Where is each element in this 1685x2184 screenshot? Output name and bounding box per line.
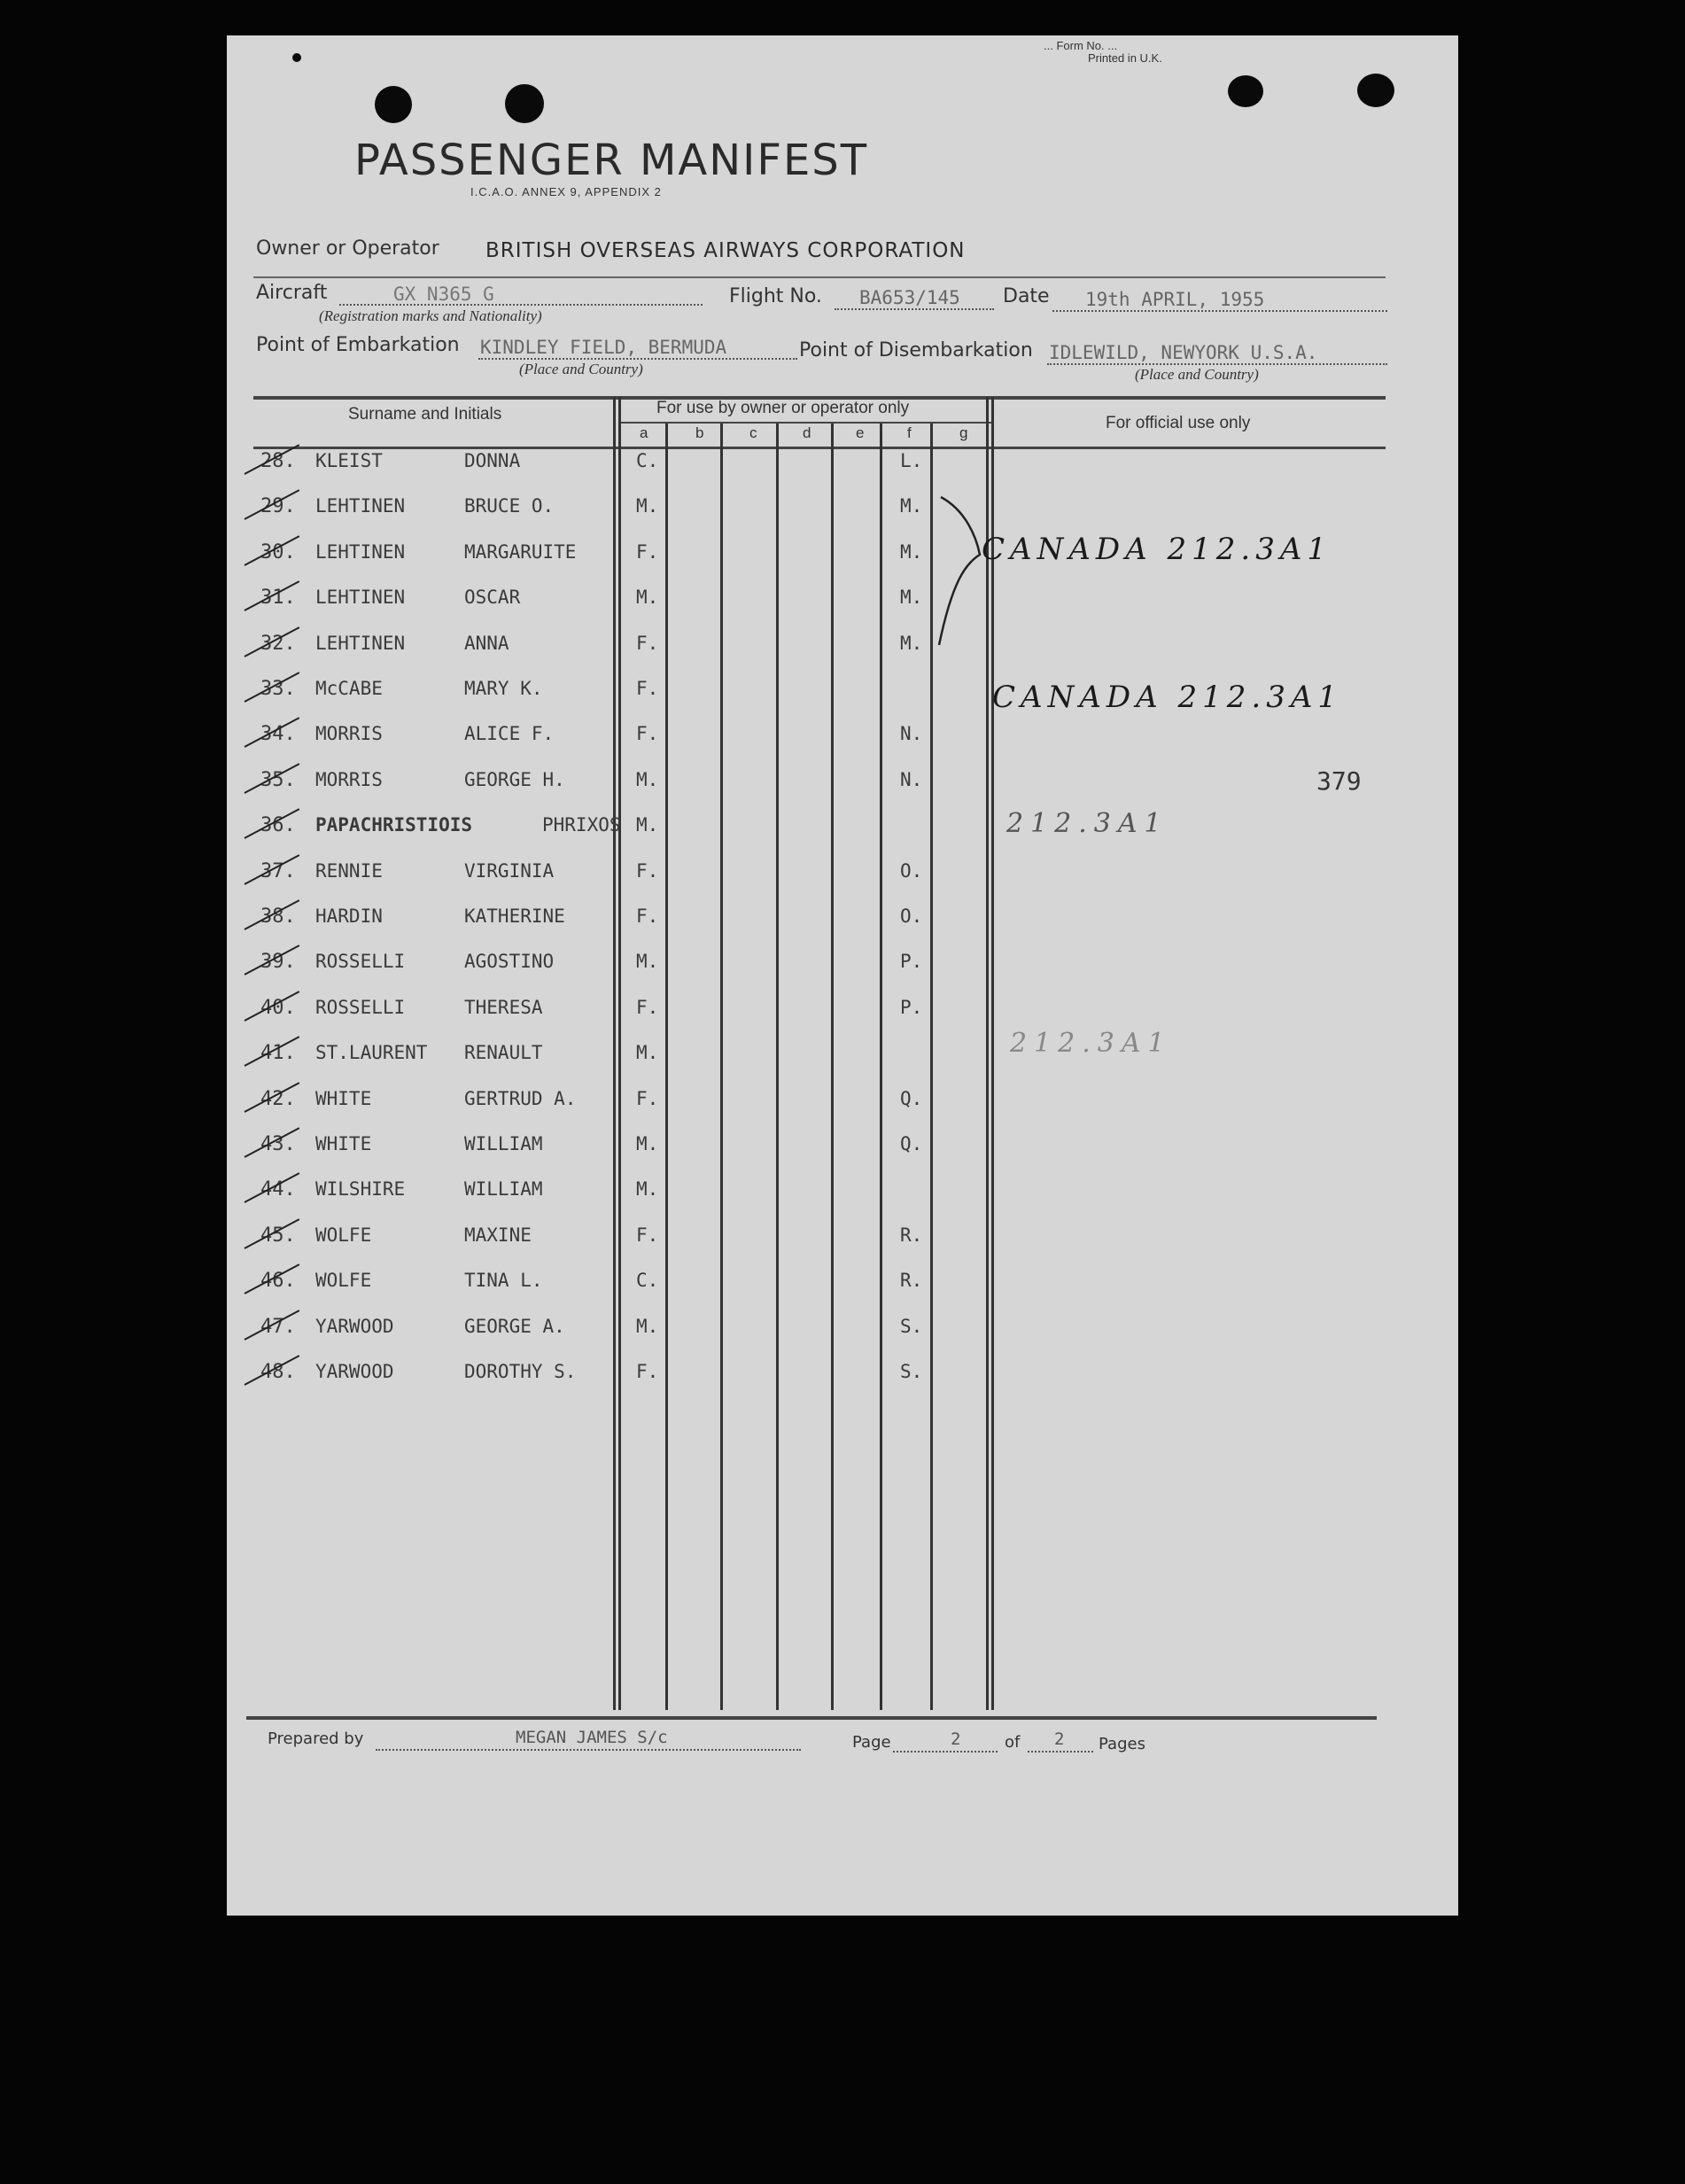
col-divider [986, 397, 989, 1710]
passenger-given-name: GEORGE A. [464, 1316, 565, 1337]
column-f-value: N. [900, 769, 923, 790]
passenger-surname: WHITE [315, 1088, 372, 1109]
passenger-given-name: GERTRUD A. [464, 1088, 577, 1109]
embark-caption: (Place and Country) [519, 361, 643, 377]
row-number: 44. [260, 1178, 296, 1201]
flight-value: BA653/145 [859, 287, 960, 308]
disembark-value: IDLEWILD, NEWYORK U.S.A. [1049, 342, 1318, 363]
column-f-value: M. [900, 633, 923, 654]
column-a-value: M. [636, 1042, 659, 1063]
punch-hole [375, 86, 412, 123]
punch-hole [505, 84, 544, 123]
column-a-value: M. [636, 1178, 659, 1200]
passenger-surname: HARDIN [315, 905, 383, 927]
row-number: 34. [260, 723, 296, 745]
column-letter-d: d [803, 424, 811, 441]
page-subtitle: I.C.A.O. ANNEX 9, APPENDIX 2 [470, 185, 662, 198]
passenger-given-name: MAXINE [464, 1224, 532, 1246]
header-bottom-rule [253, 447, 1386, 449]
bracket-mark [930, 493, 983, 652]
row-number: 43. [260, 1133, 296, 1155]
column-a-value: F. [636, 633, 659, 654]
form-reference [1044, 40, 1162, 65]
embark-dotline [478, 358, 797, 360]
owner-label: Owner or Operator [256, 237, 439, 260]
surname-header: Surname and Initials [348, 405, 502, 424]
pages-label: Pages [1099, 1735, 1145, 1753]
column-letter-a: a [640, 424, 648, 441]
disembark-label: Point of Disembarkation [799, 339, 1033, 361]
of-label: of [1005, 1733, 1021, 1752]
passenger-surname: WHITE [315, 1133, 372, 1154]
passenger-surname: ROSSELLI [315, 951, 406, 972]
punch-hole [1228, 75, 1263, 107]
passenger-given-name: DONNA [464, 450, 521, 471]
row-number: 33. [260, 678, 296, 700]
passenger-surname: PAPACHRISTIOIS [315, 814, 473, 836]
passenger-given-name: RENAULT [464, 1042, 543, 1063]
column-a-value: M. [636, 1316, 659, 1337]
column-letter-g: g [959, 424, 968, 441]
official-note: CANADA 212.3A1 [982, 532, 1332, 567]
passenger-surname: McCABE [315, 678, 383, 699]
row-number: 46. [260, 1270, 296, 1292]
passenger-given-name: OSCAR [464, 587, 521, 608]
column-f-value: R. [900, 1224, 923, 1246]
row-number: 35. [260, 769, 296, 791]
column-a-value: M. [636, 587, 659, 608]
passenger-given-name: VIRGINIA [464, 860, 555, 882]
flight-dotline [835, 308, 994, 310]
passenger-surname: MORRIS [315, 723, 383, 744]
of-dotline [1028, 1751, 1093, 1753]
passenger-surname: RENNIE [315, 860, 383, 882]
flight-label: Flight No. [729, 285, 822, 307]
col-divider [776, 424, 779, 1710]
row-number: 28. [260, 450, 296, 472]
column-f-value: S. [900, 1316, 923, 1337]
of-value: 2 [1054, 1729, 1065, 1749]
column-letter-b: b [695, 424, 704, 441]
passenger-given-name: MARGARUITE [464, 541, 577, 563]
column-letter-c: c [749, 424, 757, 441]
passenger-surname: YARWOOD [315, 1316, 394, 1337]
row-number: 32. [260, 633, 296, 655]
page-dotline [893, 1751, 998, 1753]
prepared-label: Prepared by [268, 1729, 364, 1748]
passenger-surname: KLEIST [315, 450, 383, 471]
divider [253, 276, 1386, 278]
embark-value: KINDLEY FIELD, BERMUDA [480, 337, 727, 358]
column-a-value: M. [636, 495, 659, 517]
passenger-surname: MORRIS [315, 769, 383, 790]
passenger-surname: ST.LAURENT [315, 1042, 428, 1063]
printed-in: Printed in U.K. [1088, 51, 1162, 65]
passenger-surname: LEHTINEN [315, 495, 406, 517]
operator-header: For use by owner or operator only [656, 399, 910, 417]
col-divider [618, 397, 621, 1710]
prepared-dotline [376, 1749, 801, 1751]
column-f-value: R. [900, 1270, 923, 1291]
passenger-surname: LEHTINEN [315, 541, 406, 563]
col-divider [665, 424, 668, 1710]
column-f-value: O. [900, 860, 923, 882]
column-f-value: M. [900, 587, 923, 608]
passenger-given-name: BRUCE O. [464, 495, 555, 517]
column-f-value: M. [900, 541, 923, 563]
column-a-value: C. [636, 450, 659, 471]
passenger-given-name: THERESA [464, 997, 543, 1018]
passenger-surname: WOLFE [315, 1270, 372, 1291]
passenger-surname: WILSHIRE [315, 1178, 406, 1200]
passenger-given-name: MARY K. [464, 678, 543, 699]
column-a-value: F. [636, 723, 659, 744]
row-number: 36. [260, 814, 296, 836]
page-title: PASSENGER MANIFEST [354, 136, 869, 185]
column-f-value: O. [900, 905, 923, 927]
prepared-value: MEGAN JAMES S/c [516, 1728, 668, 1747]
column-a-value: C. [636, 1270, 659, 1291]
passenger-surname: YARWOOD [315, 1361, 394, 1382]
disembark-caption: (Place and Country) [1135, 366, 1259, 383]
row-number: 47. [260, 1316, 296, 1338]
column-a-value: F. [636, 541, 659, 563]
passenger-surname: WOLFE [315, 1224, 372, 1246]
col-divider [880, 424, 882, 1710]
table-bottom-border [246, 1716, 1377, 1720]
passenger-given-name: WILLIAM [464, 1133, 543, 1154]
column-f-value: S. [900, 1361, 923, 1382]
passenger-surname: LEHTINEN [315, 587, 406, 608]
page-value: 2 [951, 1729, 961, 1749]
passenger-given-name: ALICE F. [464, 723, 555, 744]
row-number: 38. [260, 905, 296, 928]
column-a-value: M. [636, 769, 659, 790]
row-number: 41. [260, 1042, 296, 1064]
aircraft-caption: (Registration marks and Nationality) [319, 307, 542, 324]
column-a-value: F. [636, 860, 659, 882]
column-letter-e: e [856, 424, 865, 441]
column-letter-f: f [907, 424, 912, 441]
disembark-dotline [1047, 363, 1387, 365]
passenger-given-name: KATHERINE [464, 905, 565, 927]
column-a-value: F. [636, 1088, 659, 1109]
date-label: Date [1003, 285, 1050, 307]
column-f-value: P. [900, 951, 923, 972]
column-a-value: M. [636, 951, 659, 972]
column-f-value: Q. [900, 1133, 923, 1154]
date-value: 19th APRIL, 1955 [1085, 289, 1265, 310]
passenger-given-name: ANNA [464, 633, 509, 654]
ink-speck [292, 53, 301, 62]
embark-label: Point of Embarkation [256, 334, 460, 356]
punch-hole [1357, 74, 1394, 107]
official-note: CANADA 212.3A1 [992, 680, 1343, 715]
owner-value: BRITISH OVERSEAS AIRWAYS CORPORATION [485, 239, 966, 262]
aircraft-value: GX N365 G [393, 284, 494, 305]
column-a-value: F. [636, 905, 659, 927]
passenger-given-name: AGOSTINO [464, 951, 555, 972]
aircraft-label: Aircraft [256, 282, 328, 304]
date-dotline [1052, 310, 1387, 312]
operator-header-rule [620, 422, 992, 424]
column-a-value: F. [636, 678, 659, 699]
official-header: For official use only [1106, 414, 1251, 432]
passenger-given-name: TINA L. [464, 1270, 543, 1291]
column-a-value: M. [636, 814, 659, 836]
col-divider [613, 397, 616, 1710]
col-divider [991, 397, 994, 1710]
form-number: ... Form No. ... [1044, 39, 1118, 52]
column-a-value: M. [636, 1133, 659, 1154]
official-note: 212.3A1 [1006, 808, 1169, 839]
col-divider [720, 424, 723, 1710]
row-number: 42. [260, 1088, 296, 1110]
row-number: 37. [260, 860, 296, 882]
row-number: 31. [260, 587, 296, 609]
passenger-given-name: GEORGE H. [464, 769, 565, 790]
column-f-value: P. [900, 997, 923, 1018]
passenger-surname: LEHTINEN [315, 633, 406, 654]
column-a-value: F. [636, 1361, 659, 1382]
official-note: 212.3A1 [1010, 1028, 1172, 1059]
column-a-value: F. [636, 1224, 659, 1246]
passenger-given-name: PHRIXOS [542, 814, 621, 836]
row-number: 40. [260, 997, 296, 1019]
row-number: 45. [260, 1224, 296, 1247]
column-a-value: F. [636, 997, 659, 1018]
column-f-value: N. [900, 723, 923, 744]
col-divider [831, 424, 834, 1710]
column-f-value: M. [900, 495, 923, 517]
row-number: 30. [260, 541, 296, 563]
row-number: 29. [260, 495, 296, 517]
passenger-given-name: WILLIAM [464, 1178, 543, 1200]
column-f-value: L. [900, 450, 923, 471]
passenger-given-name: DOROTHY S. [464, 1361, 577, 1382]
column-f-value: Q. [900, 1088, 923, 1109]
passenger-surname: ROSSELLI [315, 997, 406, 1018]
row-number: 48. [260, 1361, 296, 1383]
page-label: Page [852, 1733, 891, 1752]
stamp-number: 379 [1316, 766, 1362, 796]
row-number: 39. [260, 951, 296, 973]
